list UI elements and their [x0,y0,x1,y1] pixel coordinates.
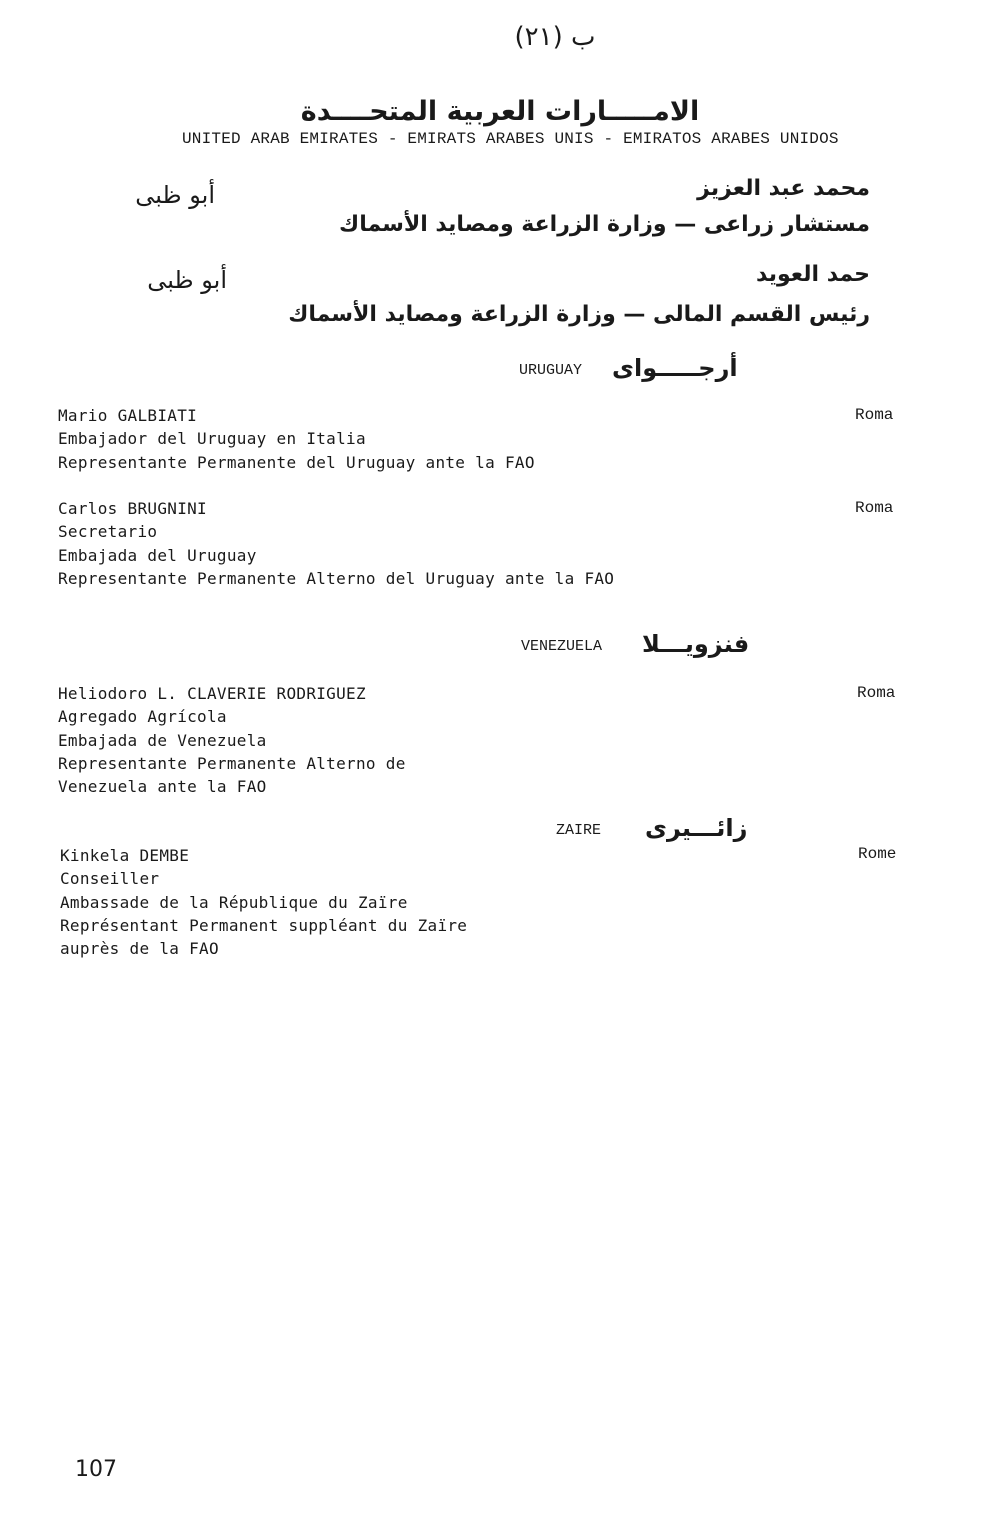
uruguay-entry-1 [58,404,535,474]
person-role: auprès de la FAO [60,939,219,959]
zaire-heading-latin: ZAIRE [556,822,602,839]
person-role: Représentant Permanent suppléant du Zaïre [60,915,468,935]
uae-title-arabic: الامـــــارات العربية المتحــــدة [300,96,700,127]
venezuela-heading-arabic: فنزويـــلا [642,630,750,658]
venezuela-entry-1 [58,682,406,798]
person-name: Carlos BRUGNINI [58,499,207,518]
uae-entry-2-city: أبو ظبى [147,266,227,294]
uruguay-heading-latin: URUGUAY [519,362,583,379]
person-role: Agregado Agrícola [58,707,227,727]
uruguay-entry-1-city: Roma [855,406,894,424]
uae-entry-2-name: حمد العويد [756,262,870,287]
person-name: Kinkela DEMBE [60,846,190,865]
zaire-entry-1 [60,844,467,960]
person-role: Representante Permanente del Uruguay ante la FAO [58,452,535,472]
person-role: Embajada de Venezuela [58,730,267,750]
uae-entry-2-title: رئيس القسم المالى — وزارة الزراعة ومصايد الأسماك [288,302,870,327]
person-role: Ambassade de la République du Zaïre [60,892,408,912]
zaire-heading-arabic: زائـــيرى [645,814,748,842]
person-role: Embajada del Uruguay [58,545,257,565]
uruguay-entry-2 [58,497,614,590]
person-role: Representante Permanente Alterno del Uruguay ante la FAO [58,568,615,588]
uae-entry-1-city: أبو ظبى [135,181,215,209]
venezuela-entry-1-city: Roma [857,684,896,702]
venezuela-heading-latin: VENEZUELA [521,638,603,655]
person-role: Conseiller [60,869,160,889]
uae-title-latin: UNITED ARAB EMIRATES - EMIRATS ARABES UNIS - EMIRATOS ARABES UNIDOS [182,130,839,148]
person-role: Embajador del Uruguay en Italia [58,429,366,449]
uruguay-heading-arabic: أرجـــــواى [612,354,738,382]
page-number: 107 [75,1457,117,1482]
page-header: ب (٢١) [514,22,596,52]
person-role: Venezuela ante la FAO [58,777,267,797]
person-name: Heliodoro L. CLAVERIE RODRIGUEZ [58,684,366,703]
zaire-entry-1-city: Rome [858,845,897,863]
uae-entry-1-title: مستشار زراعى — وزارة الزراعة ومصايد الأسماك [339,212,870,237]
person-role: Secretario [58,522,158,542]
uruguay-entry-2-city: Roma [855,499,894,517]
person-name: Mario GALBIATI [58,406,198,425]
uae-entry-1-name: محمد عبد العزيز [697,176,870,201]
person-role: Representante Permanente Alterno de [58,753,406,773]
